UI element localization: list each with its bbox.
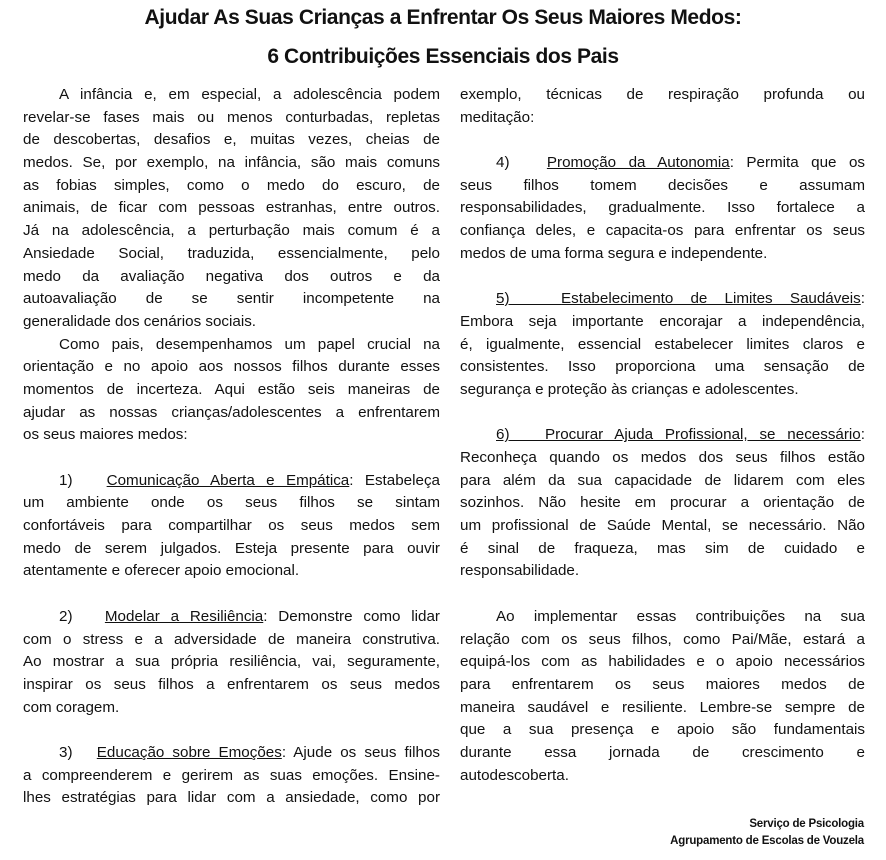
text-line: Ansiedade Social, traduzida, essencialmente, pelo [23, 244, 440, 262]
item-text: : Demonstre como lidar [263, 607, 440, 625]
text-line: Ao mostrar a sua própria resiliência, vai, seguramente, [23, 653, 440, 671]
item-heading: Promoção da Autonomia [546, 154, 730, 172]
text-line: medos. Se, por exemplo, na infância, são mais comuns [23, 154, 440, 172]
text-line: Embora seja importante encorajar a independência, [460, 312, 865, 330]
text-line: meditação: [460, 108, 535, 126]
text-line: maneira saudável e resiliente. Lembre-se sempre de [460, 698, 865, 716]
footer-service: Serviço de Psicologia [749, 818, 864, 830]
text-line: equipá-los com as habilidades e o apoio necessários [460, 653, 865, 671]
contribution-item-3 [23, 742, 440, 810]
text-line: responsabilidade. [460, 562, 580, 580]
text-line: exemplo, técnicas de respiração profunda ou [460, 86, 865, 103]
item-text: : [860, 426, 865, 444]
item-text: : [860, 290, 865, 308]
item-heading: Comunicação Aberta e Empática [106, 471, 350, 489]
text-line: que a sua presença e apoio são fundamentais [460, 721, 865, 739]
contribution-item-4 [460, 152, 865, 265]
footer-signature [670, 816, 864, 850]
text-line: seus filhos tomem decisões e assumam [460, 176, 865, 194]
item-number: 2) [59, 607, 73, 625]
contribution-item-1 [23, 470, 440, 583]
text-line: momentos de incerteza. Aqui estão seis maneiras de [23, 380, 440, 398]
text-line: relação com os seus filhos, como Pai/Mãe, estará a [460, 630, 865, 648]
item-heading-line [460, 424, 865, 447]
item-heading-line [23, 470, 440, 493]
text-line: é, igualmente, essencial estabelecer limites claros e [460, 335, 865, 353]
text-line: sozinhos. Não hesite em procurar a orientação de [460, 494, 865, 512]
text-line: Reconheça quando os medos dos seus filhos estão [460, 449, 865, 466]
text-line: confiança deles, e capacita-os para enfrentar os seus [460, 222, 865, 240]
text-line: durante essa jornada de crescimento e [460, 743, 865, 761]
parents-paragraph [23, 334, 440, 447]
text-line: medos de uma forma segura e independente. [460, 244, 768, 262]
text-line: para além da sua capacidade de lidarem com eles [460, 471, 865, 489]
item-number: 6) [496, 426, 510, 444]
contribution-item-5 [460, 288, 865, 401]
intro-paragraph [23, 84, 440, 334]
text-line: Já na adolescência, a perturbação mais comum é a [23, 222, 440, 240]
text-line: autodescoberta. [460, 766, 569, 784]
item-3-continued [460, 84, 865, 129]
text-line: consistentes. Isso proporciona uma sensação de [460, 358, 865, 376]
text-line: confortáveis para compartilhar os seus medos sem [23, 517, 440, 535]
item-text: : Ajude os seus filhos [281, 743, 440, 761]
text-line: com coragem. [23, 698, 120, 716]
text-line: autoavaliação de se sentir incompetente na [23, 290, 440, 308]
left-column [23, 84, 440, 810]
text-line: a compreenderem e gerirem as suas emoções. Ensine- [23, 766, 440, 784]
text-line: com o stress e a adversidade de maneira construtiva. [23, 630, 440, 648]
document-title: Ajudar As Suas Crianças a Enfrentar Os Seus Maiores Medos: [144, 6, 742, 29]
contribution-item-6 [460, 424, 865, 583]
text-line: as fobias simples, como o medo do escuro, de [23, 176, 440, 194]
text-line: um ambiente onde os seus filhos se sintam [23, 494, 440, 512]
item-number: 3) [59, 743, 73, 761]
text-line: inspirar os seus filhos a enfrentarem os seus medos [23, 675, 440, 693]
text-line: generalidade dos cenários sociais. [23, 312, 257, 330]
text-line: orientação e no apoio aos nossos filhos durante esses [23, 358, 440, 376]
text-line: atentamente e oferecer apoio emocional. [23, 562, 300, 580]
item-number: 5) [496, 290, 510, 308]
text-line: ajudar as nossas crianças/adolescentes a enfrentarem [23, 403, 440, 421]
item-heading-line [460, 152, 865, 175]
item-text: : Estabeleça [349, 471, 440, 489]
contribution-item-2 [23, 606, 440, 719]
item-heading: Procurar Ajuda Profissional, se necessário [545, 426, 861, 444]
text-line: responsabilidades, gradualmente. Isso fortalece a [460, 199, 865, 217]
item-heading-line [23, 742, 440, 765]
right-column [460, 84, 865, 787]
item-heading: Modelar a Resiliência [104, 607, 264, 625]
conclusion-paragraph [460, 606, 865, 788]
text-line: os seus maiores medos: [23, 426, 188, 444]
text-line: revelar-se fases mais ou menos conturbadas, repletas [23, 108, 440, 126]
text-line: Ao implementar essas contribuições na sua [496, 607, 865, 625]
text-line: medo da avaliação negativa dos outros e da [23, 267, 440, 285]
text-line: animais, de ficar com pessoas estranhas, entre outros. [23, 199, 440, 217]
text-line: para enfrentarem os seus maiores medos de [460, 675, 865, 693]
document-subtitle: 6 Contribuições Essenciais dos Pais [267, 45, 619, 68]
text-line: A infância e, em especial, a adolescência podem [59, 86, 440, 103]
footer-school: Agrupamento de Escolas de Vouzela [670, 835, 864, 847]
item-number: 4) [496, 154, 510, 172]
text-line: de descobertas, desafios e, muitas vezes, cheias de [23, 131, 440, 149]
item-text: : Permita que os [729, 154, 865, 172]
text-line: segurança e proteção às crianças e adolescentes. [460, 380, 799, 398]
item-heading: Educação sobre Emoções [96, 743, 282, 761]
item-number: 1) [59, 471, 73, 489]
text-line: medo de serem julgados. Esteja presente para ouvir [23, 539, 440, 557]
text-line: Como pais, desempenhamos um papel crucial na [59, 335, 440, 353]
item-heading-line [460, 288, 865, 311]
text-line: é sinal de fraqueza, mas sim de cuidado e [460, 539, 865, 557]
text-line: lhes estratégias para lidar com a ansiedade, como por [23, 789, 440, 807]
item-heading-line [23, 606, 440, 629]
text-line: um profissional de Saúde Mental, se necessário. Não [460, 517, 865, 535]
item-heading: Estabelecimento de Limites Saudáveis [561, 290, 861, 308]
